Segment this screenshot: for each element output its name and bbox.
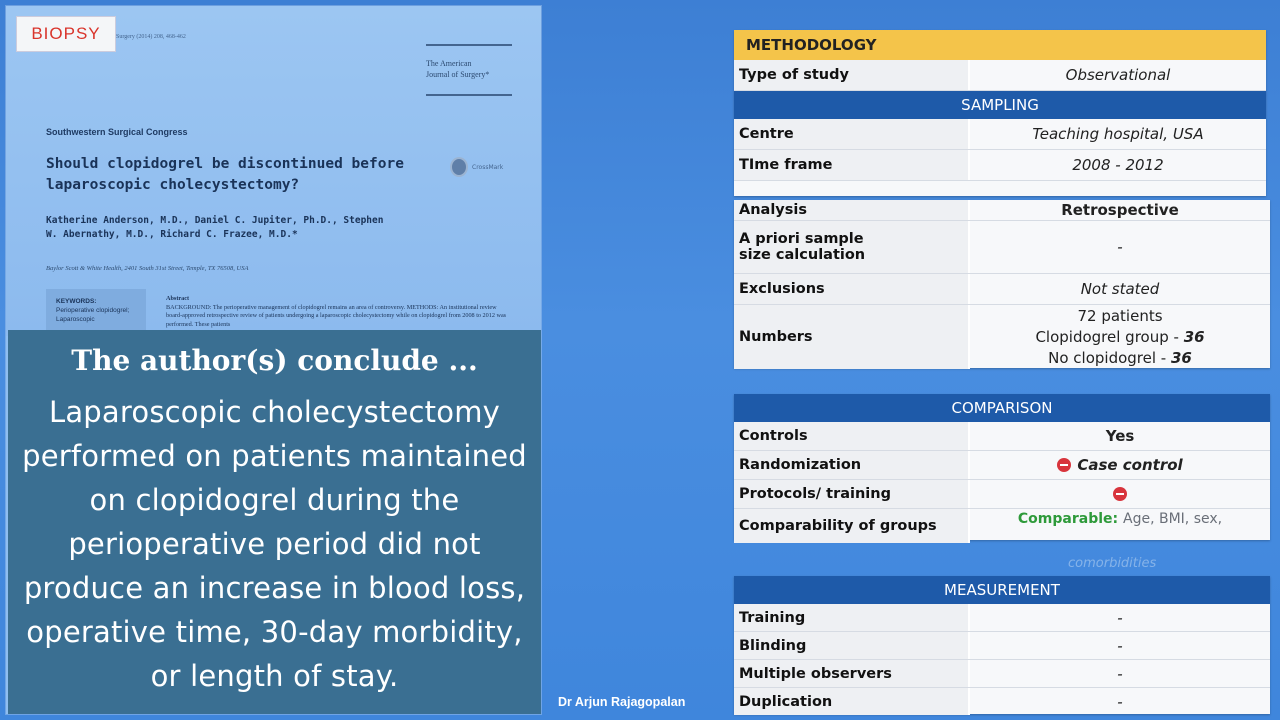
journal-reference: Surgery (2014) 208, 468-462 [116,34,186,40]
conclusion-panel [8,330,541,714]
row-label: Controls [734,422,970,450]
row-value [970,451,1270,479]
conclusion-line: produce an increase in blood loss, [23,571,526,605]
table-row [734,480,1270,509]
row-label: Numbers [734,305,970,369]
abstract-label: Abstract [166,295,190,302]
table-row [734,221,1270,274]
row-value: Not stated [1080,280,1160,298]
row-label [734,221,970,273]
row-value [970,509,1270,543]
row-value: - [1117,664,1123,683]
row-label: Blinding [734,632,970,659]
journal-name-box [426,44,512,96]
measurement-table [734,576,1270,714]
row-label: TIme frame [734,150,970,180]
conclusion-text [8,390,541,698]
comparability-overflow: comorbidities [1068,556,1157,571]
row-label: Multiple observers [734,660,970,687]
comparison-table [734,394,1270,540]
paper-affiliation: Baylor Scott & White Health, 2401 South 31st Street, Temple, TX 76508, USA [46,265,249,272]
abstract-text: BACKGROUND: The perioperative management of clopidogrel remains an area of controversy. METHODS: An institutional review board-approved retrospective review of patients undergoing a laparoscopic cholecystectomy while on clopidogrel from 2008 to 2012 was performed. These patients [166,303,507,328]
row-label: Randomization [734,451,970,479]
row-value: Yes [1105,427,1135,445]
comparison-header: COMPARISON [734,394,1270,422]
journal-name-line-1: The American [426,59,472,68]
stop-icon [1057,458,1071,472]
table-row [734,274,1270,305]
paper-authors: Katherine Anderson, M.D., Daniel C. Jupiter, Ph.D., Stephen W. Abernathy, M.D., Richard C. Frazee, M.D.* [46,215,384,240]
crossmark-icon [450,157,468,177]
row-label: Analysis [734,200,970,220]
numbers-no-clopidogrel-count: 36 [1170,348,1192,367]
table-row [734,451,1270,480]
methodology-header: METHODOLOGY [734,30,1266,60]
conclusion-line: Laparoscopic cholecystectomy [48,395,501,429]
table-row [734,660,1270,688]
row-label: Protocols/ training [734,480,970,508]
abstract [166,295,511,329]
row-label: Duplication [734,688,970,715]
stop-icon [1113,487,1127,501]
author-credit: Dr Arjun Rajagopalan [558,695,686,709]
sampling-header: SAMPLING [734,91,1266,119]
table-row [734,604,1270,632]
conclusion-line: or length of stay. [150,659,399,693]
paper-title: Should clopidogrel be discontinued before laparoscopic cholecystectomy? [46,156,404,193]
row-label: Exclusions [734,274,970,304]
row-value: - [1117,608,1123,627]
randomization-value: Case control [1077,456,1183,474]
table-row [734,305,1270,369]
conclusion-line: performed on patients maintained [22,439,527,473]
row-value: Observational [1065,66,1171,84]
measurement-header: MEASUREMENT [734,576,1270,604]
comparability-status: Comparable: [1017,511,1123,527]
row-value: - [1117,636,1123,655]
row-value: Retrospective [1061,201,1179,219]
row-label-line: size calculation [739,247,866,263]
methodology-table [734,30,1266,196]
table-row [734,509,1270,543]
biopsy-logo: BIOPSY [16,16,116,52]
sampling-table [734,200,1270,368]
paper-page [6,6,541,336]
row-value: - [1117,692,1123,711]
conclusion-line: operative time, 30-day morbidity, [26,615,523,649]
table-row [734,119,1266,150]
row-label: Type of study [734,60,970,90]
numbers-clopidogrel [1035,327,1204,348]
row-value: Teaching hospital, USA [1032,125,1204,143]
row-value: - [1117,238,1123,256]
conclusion-line: perioperative period did not [68,527,481,561]
row-label: Comparability of groups [734,509,970,543]
numbers-total: 72 patients [1077,306,1163,325]
numbers-clopidogrel-label: Clopidogrel group - [1035,327,1184,346]
journal-name-line-2: Journal of Surgery* [426,70,490,79]
crossmark-label: CrossMark [472,163,504,171]
row-value [970,305,1270,369]
row-label-line: A priori sample [739,231,864,247]
row-value: 2008 - 2012 [1072,156,1164,174]
crossmark-badge [450,157,503,177]
table-row [734,632,1270,660]
table-row [734,200,1270,221]
numbers-clopidogrel-count: 36 [1183,327,1205,346]
numbers-no-clopidogrel [1048,348,1192,369]
table-row [734,688,1270,715]
row-label: Training [734,604,970,631]
paper-section: Southwestern Surgical Congress [46,127,188,137]
row-value [970,480,1270,508]
conclusion-header: The author(s) conclude ... [71,344,478,377]
keywords-label: KEYWORDS: [56,298,97,305]
table-row [734,60,1266,91]
numbers-no-clopidogrel-label: No clopidogrel - [1048,348,1171,367]
comparability-value [1018,511,1222,527]
table-row [734,422,1270,451]
table-row [734,150,1266,181]
conclusion-line: on clopidogrel during the [89,483,460,517]
row-label: Centre [734,119,970,149]
comparability-factors: Age, BMI, sex, [1123,511,1223,527]
keywords-text: Perioperative clopidogrel; Laparoscopic [56,307,130,323]
